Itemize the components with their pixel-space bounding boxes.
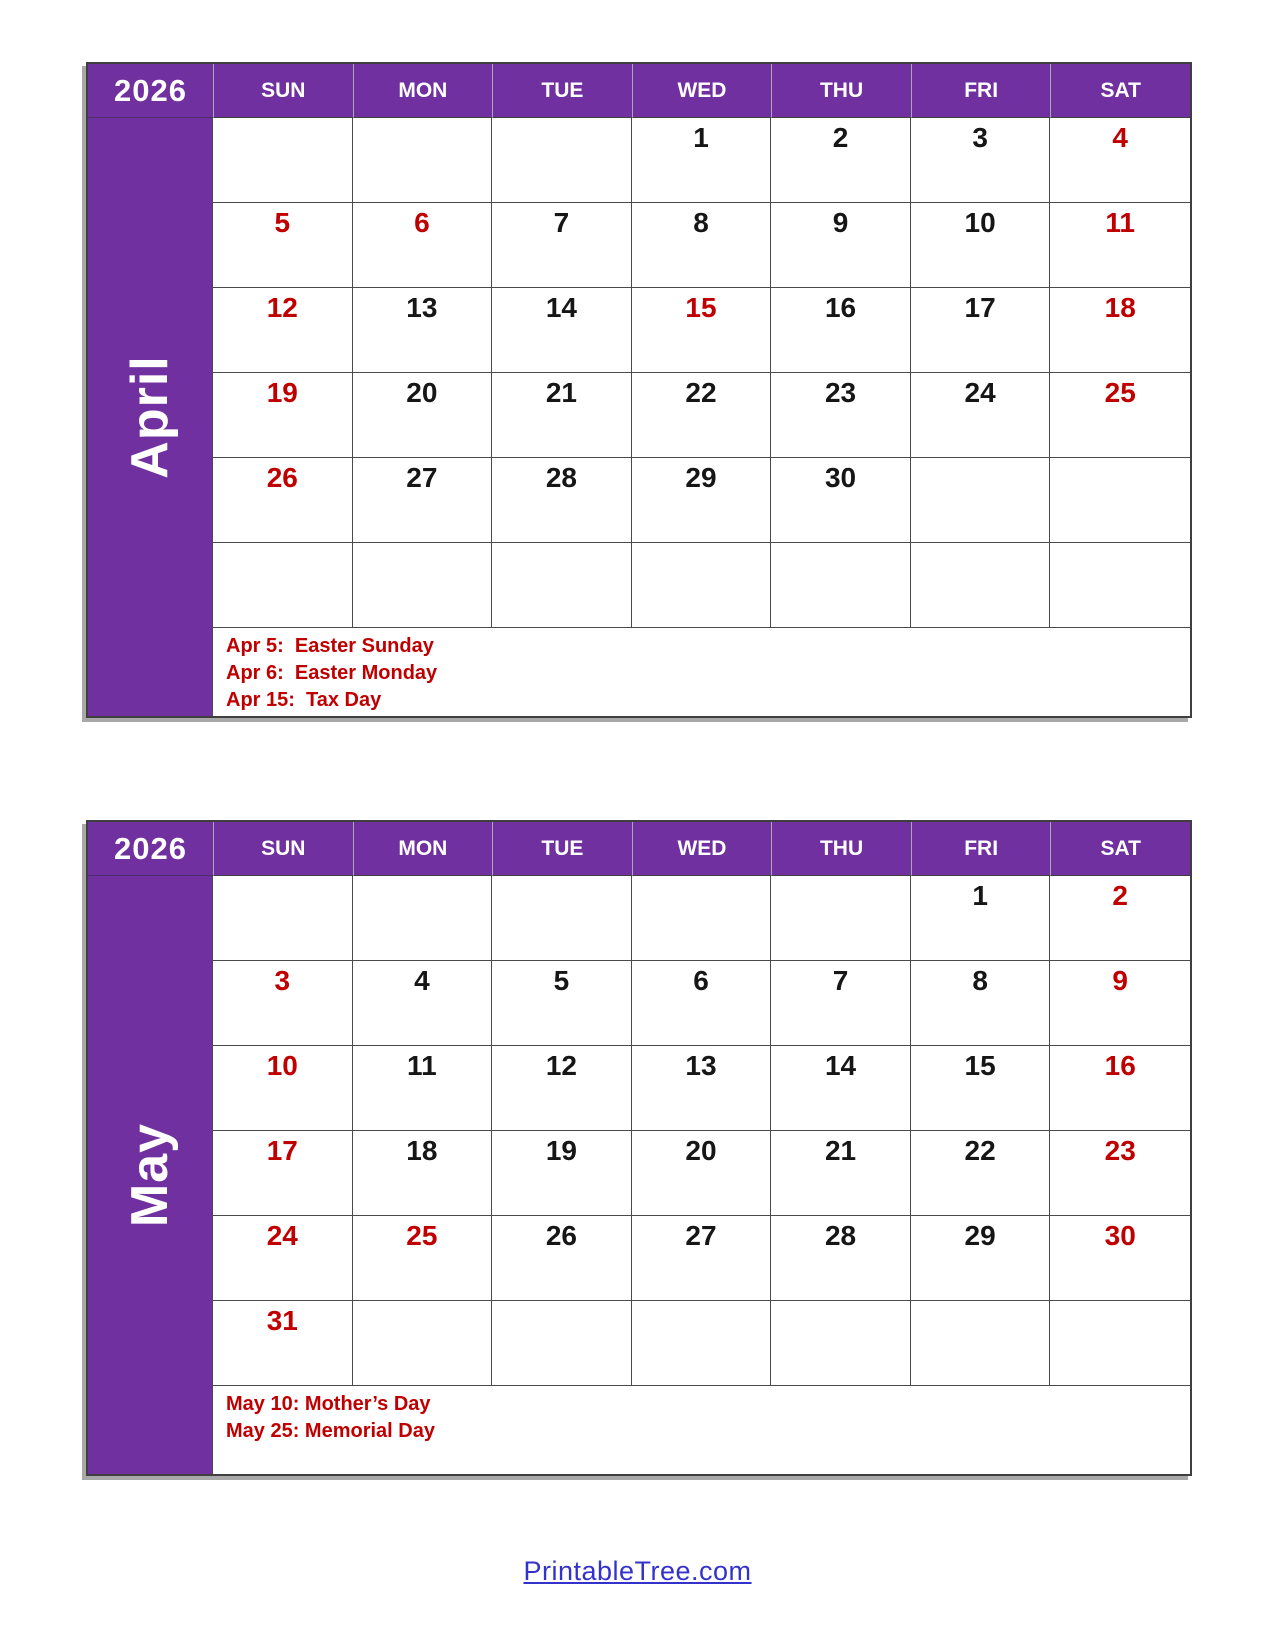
footer	[0, 1556, 1275, 1587]
day-cell: 13	[353, 288, 493, 373]
day-cell: 17	[911, 288, 1051, 373]
day-cell	[632, 876, 772, 961]
day-cell	[911, 1301, 1051, 1386]
holiday-entry: May 25: Memorial Day	[226, 1420, 435, 1442]
holiday-entry: Apr 15: Tax Day	[226, 689, 382, 711]
day-cell: 21	[492, 373, 632, 458]
day-cell	[771, 876, 911, 961]
day-cell: 26	[492, 1216, 632, 1301]
day-cell: 8	[632, 203, 772, 288]
day-cell: 28	[771, 1216, 911, 1301]
day-cell	[213, 118, 353, 203]
day-cell: 1	[911, 876, 1051, 961]
day-cell: 25	[353, 1216, 493, 1301]
day-cell: 2	[771, 118, 911, 203]
day-cell: 12	[213, 288, 353, 373]
calendar-april	[86, 62, 1192, 718]
day-cell: 7	[492, 203, 632, 288]
day-cell: 18	[1050, 288, 1190, 373]
day-cell	[353, 118, 493, 203]
day-cell	[1050, 543, 1190, 628]
day-header-sun: SUN	[213, 64, 353, 118]
month-sidebar	[88, 118, 213, 716]
day-cell: 13	[632, 1046, 772, 1131]
day-cell: 26	[213, 458, 353, 543]
day-cell: 31	[213, 1301, 353, 1386]
day-cell	[492, 1301, 632, 1386]
day-cell: 11	[1050, 203, 1190, 288]
day-cell: 10	[911, 203, 1051, 288]
day-header-fri: FRI	[911, 822, 1051, 876]
year-label: 2026	[88, 822, 213, 876]
day-cell: 1	[632, 118, 772, 203]
holiday-entry: May 10: Mother’s Day	[226, 1393, 431, 1415]
day-cell: 16	[771, 288, 911, 373]
day-cell: 11	[353, 1046, 493, 1131]
day-cell	[632, 543, 772, 628]
day-cell: 6	[353, 203, 493, 288]
day-header-wed: WED	[632, 822, 772, 876]
day-cell: 20	[353, 373, 493, 458]
day-cell: 29	[632, 458, 772, 543]
day-header-mon: MON	[353, 822, 493, 876]
day-cell: 19	[213, 373, 353, 458]
day-cell: 3	[911, 118, 1051, 203]
day-cell	[771, 1301, 911, 1386]
day-cell: 20	[632, 1131, 772, 1216]
day-header-tue: TUE	[492, 64, 632, 118]
day-cell: 23	[1050, 1131, 1190, 1216]
day-cell	[353, 543, 493, 628]
day-cell	[492, 543, 632, 628]
day-cell: 17	[213, 1131, 353, 1216]
day-cell: 24	[911, 373, 1051, 458]
holiday-list	[213, 1386, 1190, 1474]
day-cell	[492, 876, 632, 961]
day-cell: 18	[353, 1131, 493, 1216]
day-header-sat: SAT	[1050, 822, 1190, 876]
day-cell: 4	[1050, 118, 1190, 203]
day-cell: 12	[492, 1046, 632, 1131]
day-cell: 25	[1050, 373, 1190, 458]
day-cell: 23	[771, 373, 911, 458]
day-cell: 21	[771, 1131, 911, 1216]
day-cell: 28	[492, 458, 632, 543]
day-cell: 3	[213, 961, 353, 1046]
day-cell: 22	[911, 1131, 1051, 1216]
day-cell	[1050, 458, 1190, 543]
day-cell: 24	[213, 1216, 353, 1301]
day-cell	[632, 1301, 772, 1386]
holiday-entry: Apr 5: Easter Sunday	[226, 635, 434, 657]
day-cell: 14	[492, 288, 632, 373]
day-cell: 8	[911, 961, 1051, 1046]
day-cell: 5	[213, 203, 353, 288]
day-header-tue: TUE	[492, 822, 632, 876]
day-cell: 9	[771, 203, 911, 288]
day-cell: 6	[632, 961, 772, 1046]
day-cell	[213, 876, 353, 961]
month-name-label: April	[121, 355, 179, 479]
day-cell	[353, 1301, 493, 1386]
day-cell	[213, 543, 353, 628]
day-cell: 2	[1050, 876, 1190, 961]
day-cell: 16	[1050, 1046, 1190, 1131]
day-cell: 14	[771, 1046, 911, 1131]
day-header-sat: SAT	[1050, 64, 1190, 118]
day-cell	[492, 118, 632, 203]
day-header-thu: THU	[771, 822, 911, 876]
day-cell: 30	[771, 458, 911, 543]
day-header-thu: THU	[771, 64, 911, 118]
day-cell: 27	[632, 1216, 772, 1301]
day-cell: 29	[911, 1216, 1051, 1301]
day-cell	[911, 543, 1051, 628]
footer-link[interactable]: PrintableTree.com	[523, 1556, 752, 1586]
day-cell: 19	[492, 1131, 632, 1216]
calendar-may	[86, 820, 1192, 1476]
month-sidebar	[88, 876, 213, 1474]
day-cell: 5	[492, 961, 632, 1046]
holiday-entry: Apr 6: Easter Monday	[226, 662, 438, 684]
year-label: 2026	[88, 64, 213, 118]
day-header-mon: MON	[353, 64, 493, 118]
day-cell: 22	[632, 373, 772, 458]
day-cell	[771, 543, 911, 628]
day-cell	[1050, 1301, 1190, 1386]
day-header-wed: WED	[632, 64, 772, 118]
day-cell	[911, 458, 1051, 543]
day-cell: 4	[353, 961, 493, 1046]
month-name-label: May	[121, 1122, 179, 1228]
day-header-fri: FRI	[911, 64, 1051, 118]
day-cell: 27	[353, 458, 493, 543]
day-header-sun: SUN	[213, 822, 353, 876]
day-cell: 10	[213, 1046, 353, 1131]
day-cell: 30	[1050, 1216, 1190, 1301]
holiday-list	[213, 628, 1190, 716]
day-cell: 15	[911, 1046, 1051, 1131]
day-cell: 7	[771, 961, 911, 1046]
day-cell	[353, 876, 493, 961]
day-cell: 9	[1050, 961, 1190, 1046]
day-cell: 15	[632, 288, 772, 373]
